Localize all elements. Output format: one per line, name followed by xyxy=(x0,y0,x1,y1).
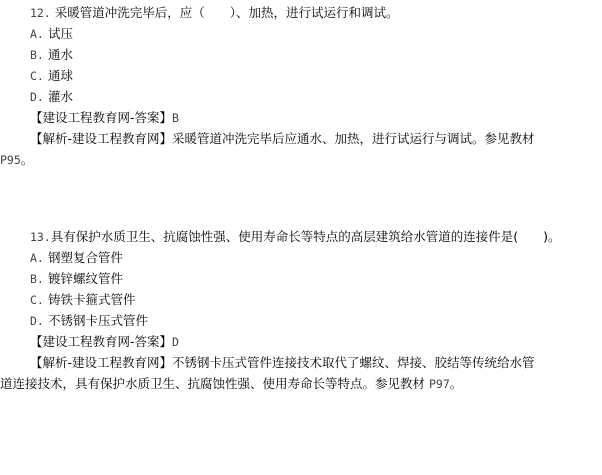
answer-line xyxy=(0,331,602,352)
option-text: 灌水 xyxy=(48,89,74,104)
option-text: 通球 xyxy=(48,68,74,83)
answer-value: D xyxy=(172,335,179,349)
option-text: 通水 xyxy=(48,47,74,62)
answer-label: 【建设工程教育网-答案】 xyxy=(30,110,173,125)
option-d xyxy=(0,86,602,107)
option-b xyxy=(0,268,602,289)
option-c xyxy=(0,65,602,86)
answer-label: 【建设工程教育网-答案】 xyxy=(30,334,173,349)
analysis-text: 【解析-建设工程教育网】不锈钢卡压式管件连接技术取代了螺纹、焊接、胶结等传统给水管 xyxy=(30,355,535,370)
option-c xyxy=(0,289,602,310)
answer-value: B xyxy=(172,111,179,125)
question-number: 12. xyxy=(30,6,51,20)
analysis-line-1 xyxy=(0,352,602,373)
option-text: 镀锌螺纹管件 xyxy=(48,271,124,286)
analysis-line-2 xyxy=(0,149,602,170)
analysis-text-end: 。 xyxy=(449,376,463,391)
option-text: 铸铁卡箍式管件 xyxy=(48,292,136,307)
option-text: 钢塑复合管件 xyxy=(48,250,124,265)
option-d xyxy=(0,310,602,331)
option-a xyxy=(0,247,602,268)
question-stem xyxy=(0,226,602,247)
textbook-page-ref: P95 xyxy=(0,153,21,167)
analysis-line-1 xyxy=(0,128,602,149)
option-letter: D. xyxy=(30,314,44,328)
option-a xyxy=(0,23,602,44)
textbook-page-ref: P97 xyxy=(429,377,450,391)
question-13 xyxy=(0,226,602,394)
option-text: 不锈钢卡压式管件 xyxy=(48,313,149,328)
answer-line xyxy=(0,107,602,128)
option-letter: A. xyxy=(30,27,44,41)
option-letter: C. xyxy=(30,293,44,307)
analysis-text: 【解析-建设工程教育网】采暖管道冲洗完毕后应通水、加热，进行试运行与调试。参见教材 xyxy=(30,131,535,146)
analysis-line-2 xyxy=(0,373,602,394)
option-b xyxy=(0,44,602,65)
question-text: 采暖管道冲洗完毕后，应（ ）、加热，进行试运行和调试。 xyxy=(54,5,399,20)
option-letter: B. xyxy=(30,272,44,286)
option-letter: C. xyxy=(30,69,44,83)
analysis-text-end: 。 xyxy=(20,152,34,167)
analysis-text: 道连接技术，具有保护水质卫生、抗腐蚀性强、使用寿命长等特点。参见教材 xyxy=(0,376,426,391)
question-12 xyxy=(0,2,602,170)
option-text: 试压 xyxy=(48,26,74,41)
question-text: 具有保护水质卫生、抗腐蚀性强、使用寿命长等特点的高层建筑给水管道的连接件是( )。 xyxy=(50,229,561,244)
option-letter: D. xyxy=(30,90,44,104)
option-letter: A. xyxy=(30,251,44,265)
question-number: 13. xyxy=(30,230,51,244)
question-stem xyxy=(0,2,602,23)
option-letter: B. xyxy=(30,48,44,62)
